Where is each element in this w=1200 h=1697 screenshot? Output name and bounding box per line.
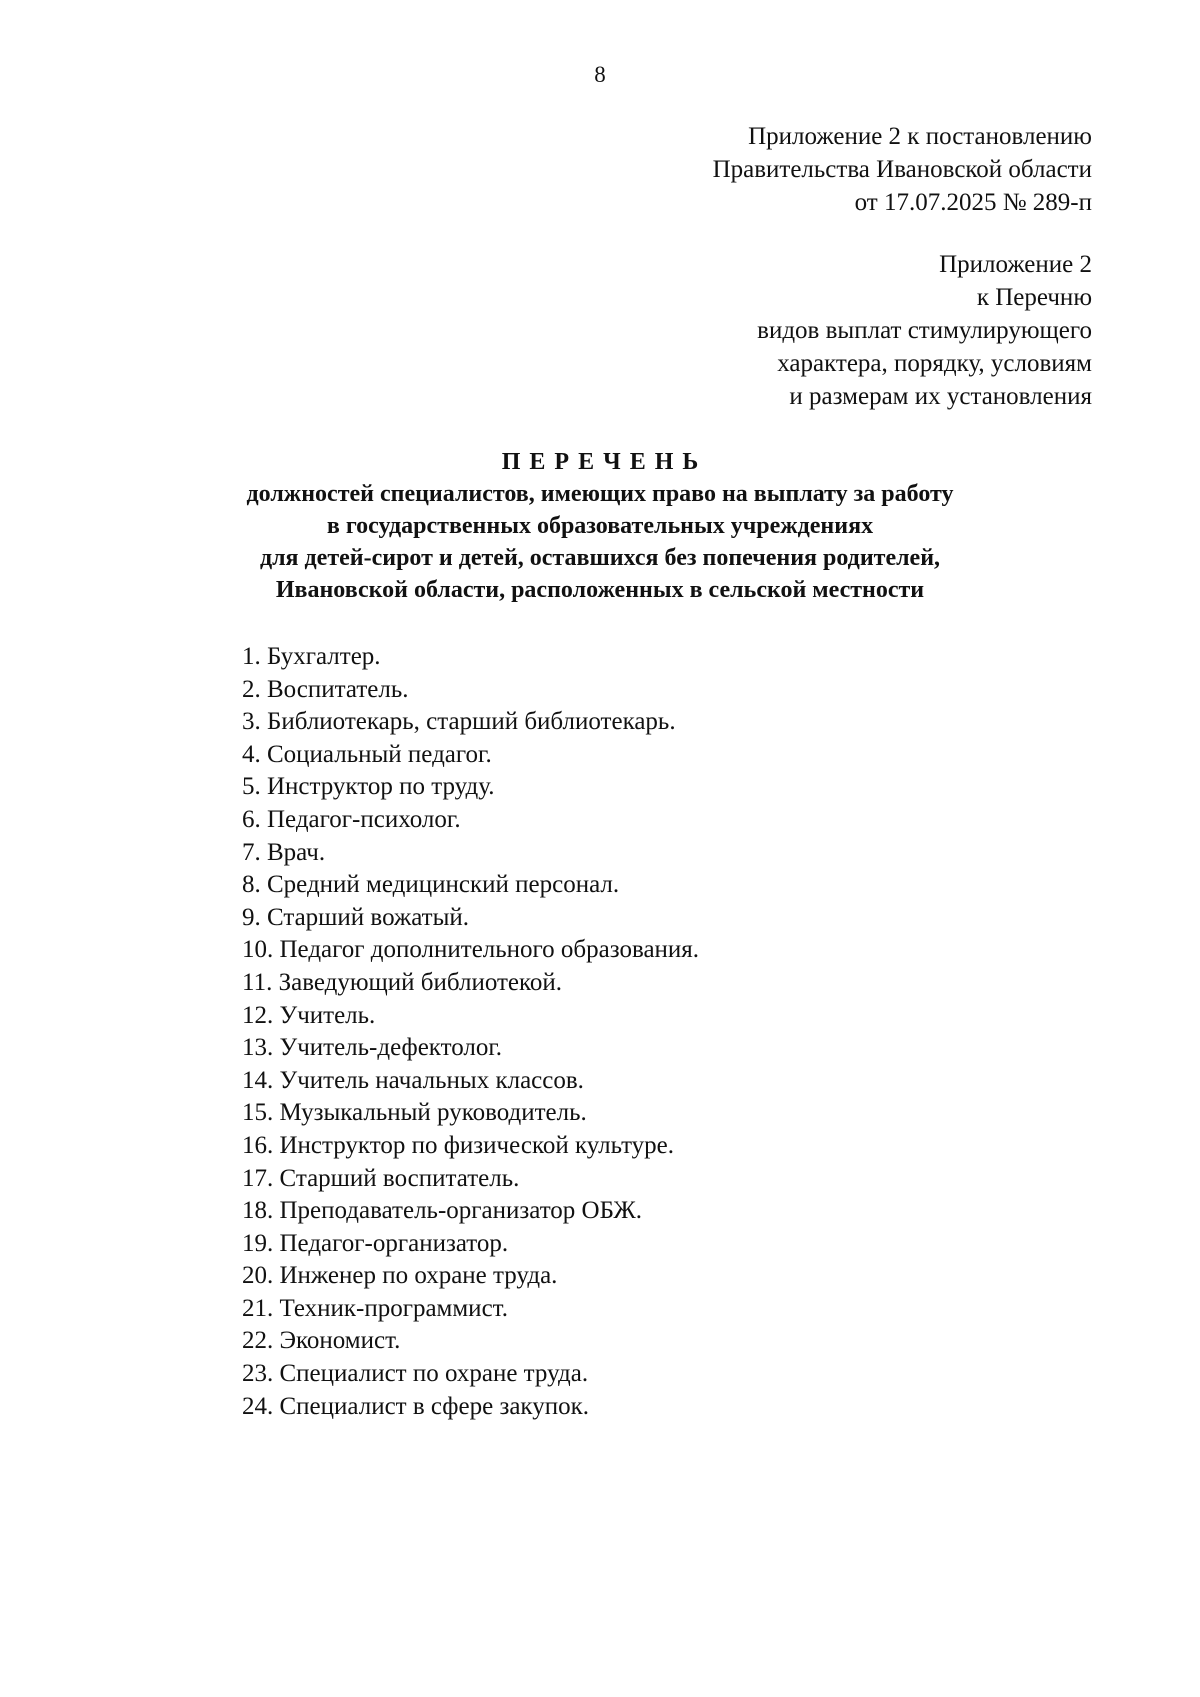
appendix-line: Приложение 2: [939, 251, 1092, 278]
position-item: 21. Техник-программист.: [242, 1294, 508, 1322]
position-item: 15. Музыкальный руководитель.: [242, 1099, 587, 1127]
appendix-line: видов выплат стимулирующего: [757, 317, 1092, 344]
position-item: 13. Учитель-дефектолог.: [242, 1034, 503, 1062]
position-item: 18. Преподаватель-организатор ОБЖ.: [242, 1197, 642, 1225]
position-item: 20. Инженер по охране труда.: [242, 1262, 558, 1290]
position-item: 4. Социальный педагог.: [242, 740, 492, 768]
position-item: 6. Педагог-психолог.: [242, 805, 461, 833]
appendix-block: [757, 248, 1092, 413]
position-item: 22. Экономист.: [242, 1327, 401, 1355]
position-item: 2. Воспитатель.: [242, 675, 409, 703]
position-item: 23. Специалист по охране труда.: [242, 1360, 589, 1388]
approval-line: Приложение 2 к постановлению: [748, 123, 1092, 150]
page-number: 8: [594, 62, 606, 87]
position-item: 17. Старший воспитатель.: [242, 1164, 520, 1192]
position-item: 8. Средний медицинский персонал.: [242, 871, 620, 899]
position-item: 14. Учитель начальных классов.: [242, 1066, 584, 1094]
document-subtitle-line: должностей специалистов, имеющих право на выплату за работу: [246, 481, 954, 507]
position-item: 10. Педагог дополнительного образования.: [242, 936, 700, 964]
document-heading: [0, 446, 1200, 606]
position-item: 5. Инструктор по труду.: [242, 773, 495, 801]
appendix-line: и размерам их установления: [789, 383, 1092, 410]
position-item: 19. Педагог-организатор.: [242, 1229, 509, 1257]
approval-line: от 17.07.2025 № 289-п: [854, 189, 1092, 216]
document-subtitle-line: для детей-сирот и детей, оставшихся без попечения родителей,: [259, 545, 941, 571]
position-item: 16. Инструктор по физической культуре.: [242, 1131, 675, 1159]
position-item: 7. Врач.: [242, 838, 326, 866]
approval-line: Правительства Ивановской области: [712, 156, 1092, 183]
document-subtitle-line: в государственных образовательных учреждениях: [326, 513, 874, 539]
approval-block: [713, 120, 1092, 219]
position-item: 24. Специалист в сфере закупок.: [242, 1392, 589, 1420]
document-subtitle-line: Ивановской области, расположенных в сельской местности: [275, 577, 925, 603]
position-item: 3. Библиотекарь, старший библиотекарь.: [242, 708, 676, 736]
document-title: ПЕРЕЧЕНЬ: [501, 449, 708, 475]
positions-list: [242, 641, 699, 1423]
appendix-line: к Перечню: [976, 284, 1092, 311]
position-item: 9. Старший вожатый.: [242, 903, 470, 931]
appendix-line: характера, порядку, условиям: [777, 350, 1092, 377]
position-item: 11. Заведующий библиотекой.: [242, 968, 563, 996]
position-item: 12. Учитель.: [242, 1001, 376, 1029]
position-item: 1. Бухгалтер.: [242, 643, 381, 670]
